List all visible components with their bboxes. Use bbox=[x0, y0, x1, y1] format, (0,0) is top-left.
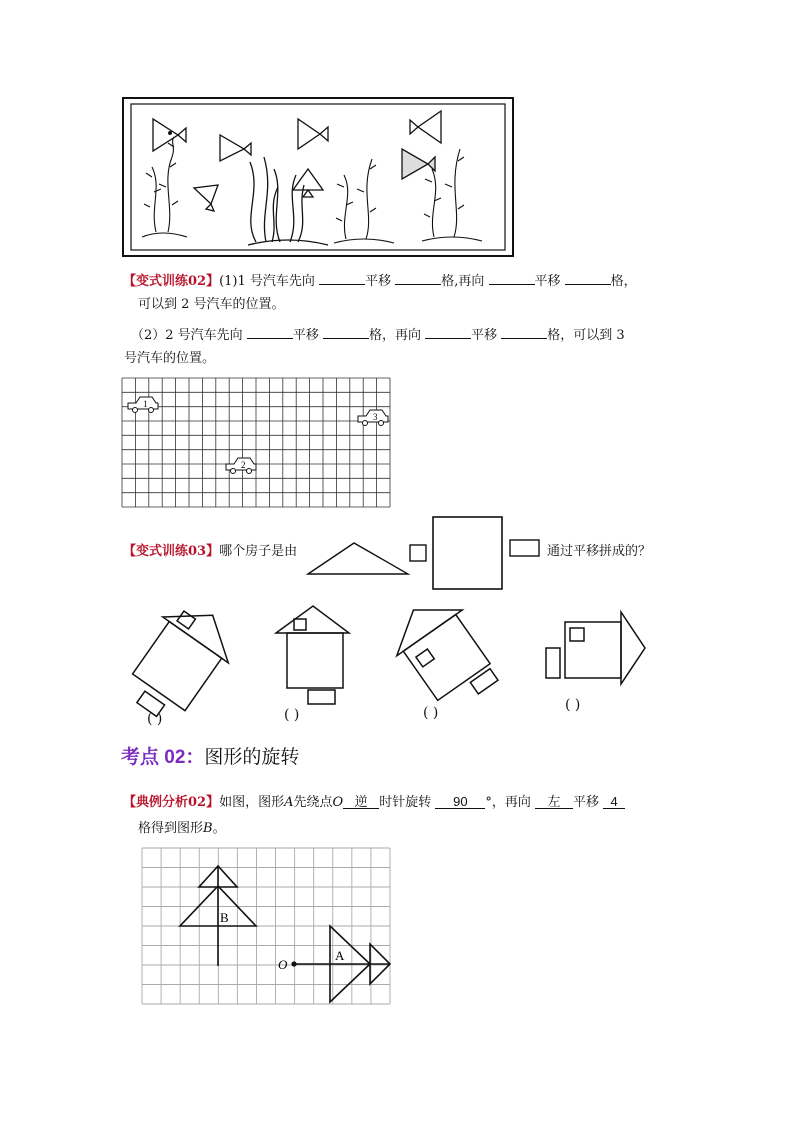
car-grid-overlay bbox=[122, 378, 390, 507]
answer-angle[interactable]: 90 bbox=[435, 793, 485, 809]
car-2-label: 2 bbox=[241, 460, 246, 470]
rotation-figures bbox=[142, 848, 390, 1004]
point-o-marker bbox=[291, 961, 296, 966]
answer-paren-c[interactable]: ( ) bbox=[423, 705, 439, 721]
answer-blank[interactable] bbox=[319, 269, 365, 285]
answer-paren-d[interactable]: ( ) bbox=[565, 697, 581, 713]
example-02-question: 【典例分析02】如图，图形A先绕点O 逆 时针旋转 90 °，再向 左 平移 4 bbox=[123, 793, 625, 812]
car-1-label: 1 bbox=[143, 399, 148, 409]
fish-icon bbox=[153, 119, 186, 151]
answer-move-direction[interactable]: 左 bbox=[535, 793, 573, 809]
label-b: B bbox=[220, 910, 229, 925]
figure-a-shape bbox=[294, 926, 390, 1002]
exercise-02-line2: 可以到 2 号汽车的位置。 bbox=[138, 297, 285, 312]
label-o: O bbox=[278, 957, 288, 972]
exercise-02-question: 【变式训练02】(1)1 号汽车先向 平移 格,再向 平移 格， bbox=[123, 269, 637, 291]
answer-direction[interactable]: 逆 bbox=[343, 793, 379, 809]
exercise-02-line4: 号汽车的位置。 bbox=[124, 351, 216, 366]
answer-paren-b[interactable]: ( ) bbox=[284, 707, 300, 723]
seaweed-icon bbox=[334, 159, 394, 243]
example-tag: 【典例分析02】 bbox=[123, 795, 220, 810]
answer-blank[interactable] bbox=[395, 269, 441, 285]
answer-blank[interactable] bbox=[323, 323, 369, 339]
example-02-line2: 格得到图形B。 bbox=[138, 821, 226, 836]
section-heading: 考点 02：图形的旋转 bbox=[121, 747, 300, 768]
seaweed-icon bbox=[248, 157, 328, 245]
fish-icon bbox=[298, 119, 328, 149]
answer-blank[interactable] bbox=[489, 269, 535, 285]
answer-blank[interactable] bbox=[565, 269, 611, 285]
answer-blank[interactable] bbox=[425, 323, 471, 339]
house-parts-illustration bbox=[304, 513, 546, 593]
exercise-02-part2: （2）2 号汽车先向 平移 格，再向 平移 格，可以到 3 bbox=[131, 323, 625, 345]
house-option-c bbox=[381, 587, 507, 720]
answer-blank[interactable] bbox=[247, 323, 293, 339]
label-a: A bbox=[335, 948, 345, 963]
answer-steps[interactable]: 4 bbox=[603, 793, 625, 809]
house-option-b bbox=[276, 606, 349, 704]
exercise-03-question: 【变式训练03】哪个房子是由 bbox=[123, 544, 298, 559]
fish-icon bbox=[410, 111, 441, 143]
house-option-d bbox=[546, 612, 645, 684]
car-3-label: 3 bbox=[373, 412, 378, 422]
answer-blank[interactable] bbox=[501, 323, 547, 339]
exercise-tag: 【变式训练02】 bbox=[123, 274, 220, 289]
fish-icon bbox=[194, 185, 218, 211]
fish-icon bbox=[220, 135, 251, 161]
fish-icon-dotted bbox=[402, 149, 435, 179]
house-option-a bbox=[114, 592, 245, 732]
exercise-03-question-end: 通过平移拼成的？ bbox=[547, 544, 652, 559]
seaweed-icon bbox=[142, 137, 187, 237]
figure-b-shape bbox=[180, 866, 256, 966]
answer-paren-a[interactable]: ( ) bbox=[147, 711, 163, 727]
fish-tank-illustration bbox=[122, 97, 514, 257]
house-options bbox=[120, 600, 660, 735]
fish-icon bbox=[293, 169, 323, 197]
exercise-tag: 【变式训练03】 bbox=[123, 544, 220, 559]
